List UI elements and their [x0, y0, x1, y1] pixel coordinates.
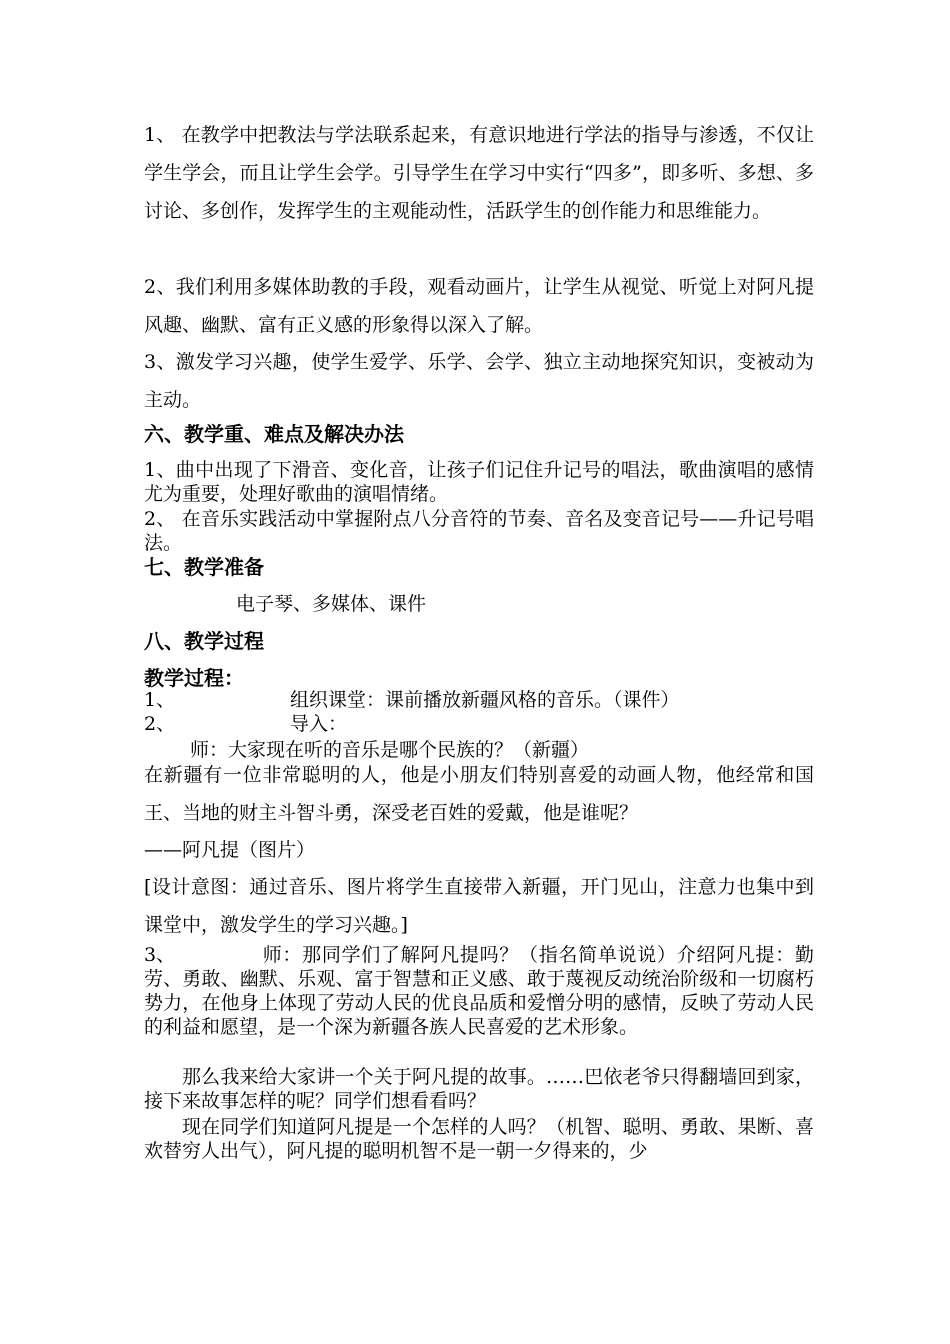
- objective-item-3: 3、激发学习兴趣，使学生爱学、乐学、会学、独立主动地探究知识，变被动为主动。: [144, 351, 814, 411]
- section-heading-six: 六、教学重、难点及解决办法: [144, 422, 404, 446]
- process-step-2: [144, 712, 347, 736]
- section-heading-seven: 七、教学准备: [144, 555, 264, 579]
- key-point-item-2: 2、 在音乐实践活动中掌握附点八分音符的节奏、音名及变音记号——升记号唱法。: [144, 508, 814, 554]
- intro-paragraph: 在新疆有一位非常聪明的人，他是小朋友们特别喜爱的动画人物，他经常和国王、当地的财主斗智斗勇，深受老百姓的爱戴，他是谁呢？: [144, 764, 814, 824]
- story-paragraph: 那么我来给大家讲一个关于阿凡提的故事。……巴依老爷只得翻墙回到家，接下来故事怎样的呢？同学们想看看吗？: [144, 1066, 814, 1112]
- teacher-question: 师：大家现在听的音乐是哪个民族的？（新疆）: [190, 739, 590, 761]
- key-point-item-1: 1、曲中出现了下滑音、变化音，让孩子们记住升记号的唱法，歌曲演唱的感情尤为重要，处理好歌曲的演唱情绪。: [144, 459, 814, 505]
- step-text: 师：那同学们了解阿凡提吗？（指名简单说说）介绍阿凡提：勤劳、勇敢、幽默、乐观、富于智慧和正义感、敢于蔑视反动统治阶级和一切腐朽势力，在他身上体现了劳动人民的优良品质和爱憎分明的感情，反映了劳动人民的利益和愿望，是一个深为新疆各族人民喜爱的艺术形象。: [144, 944, 814, 1038]
- step-number: 2、: [144, 713, 176, 735]
- process-step-3: [144, 943, 814, 1039]
- step-number: 1、: [144, 689, 176, 711]
- objective-item-2: 2、我们利用多媒体助教的手段，观看动画片，让学生从视觉、听觉上对阿凡提风趣、幽默、富有正义感的形象得以深入了解。: [144, 276, 814, 336]
- step-text: 导入：: [290, 713, 348, 735]
- answer-line: ——阿凡提（图片）: [144, 839, 316, 861]
- step-text: 组织课堂：课前播放新疆风格的音乐。（课件）: [290, 689, 680, 711]
- design-intent: [设计意图：通过音乐、图片将学生直接带入新疆，开门见山，注意力也集中到课堂中，激发学生的学习兴趣。]: [144, 876, 814, 936]
- process-step-1: [144, 688, 680, 712]
- objective-item-1: 1、 在教学中把教法与学法联系起来，有意识地进行学法的指导与渗透，不仅让学生学会，而且让学生会学。引导学生在学习中实行“四多”，即多听、多想、多讨论、多创作，发挥学生的主观能动性，活跃学生的创作能力和思维能力。: [144, 124, 814, 222]
- section-heading-eight: 八、教学过程: [144, 629, 264, 653]
- preparation-list: 电子琴、多媒体、课件: [236, 593, 427, 615]
- closing-paragraph: 现在同学们知道阿凡提是一个怎样的人吗？（机智、聪明、勇敢、果断、喜欢替穷人出气），阿凡提的聪明机智不是一朝一夕得来的，少: [144, 1116, 814, 1162]
- process-subheading: 教学过程：: [144, 666, 244, 690]
- step-number: 3、: [144, 944, 176, 966]
